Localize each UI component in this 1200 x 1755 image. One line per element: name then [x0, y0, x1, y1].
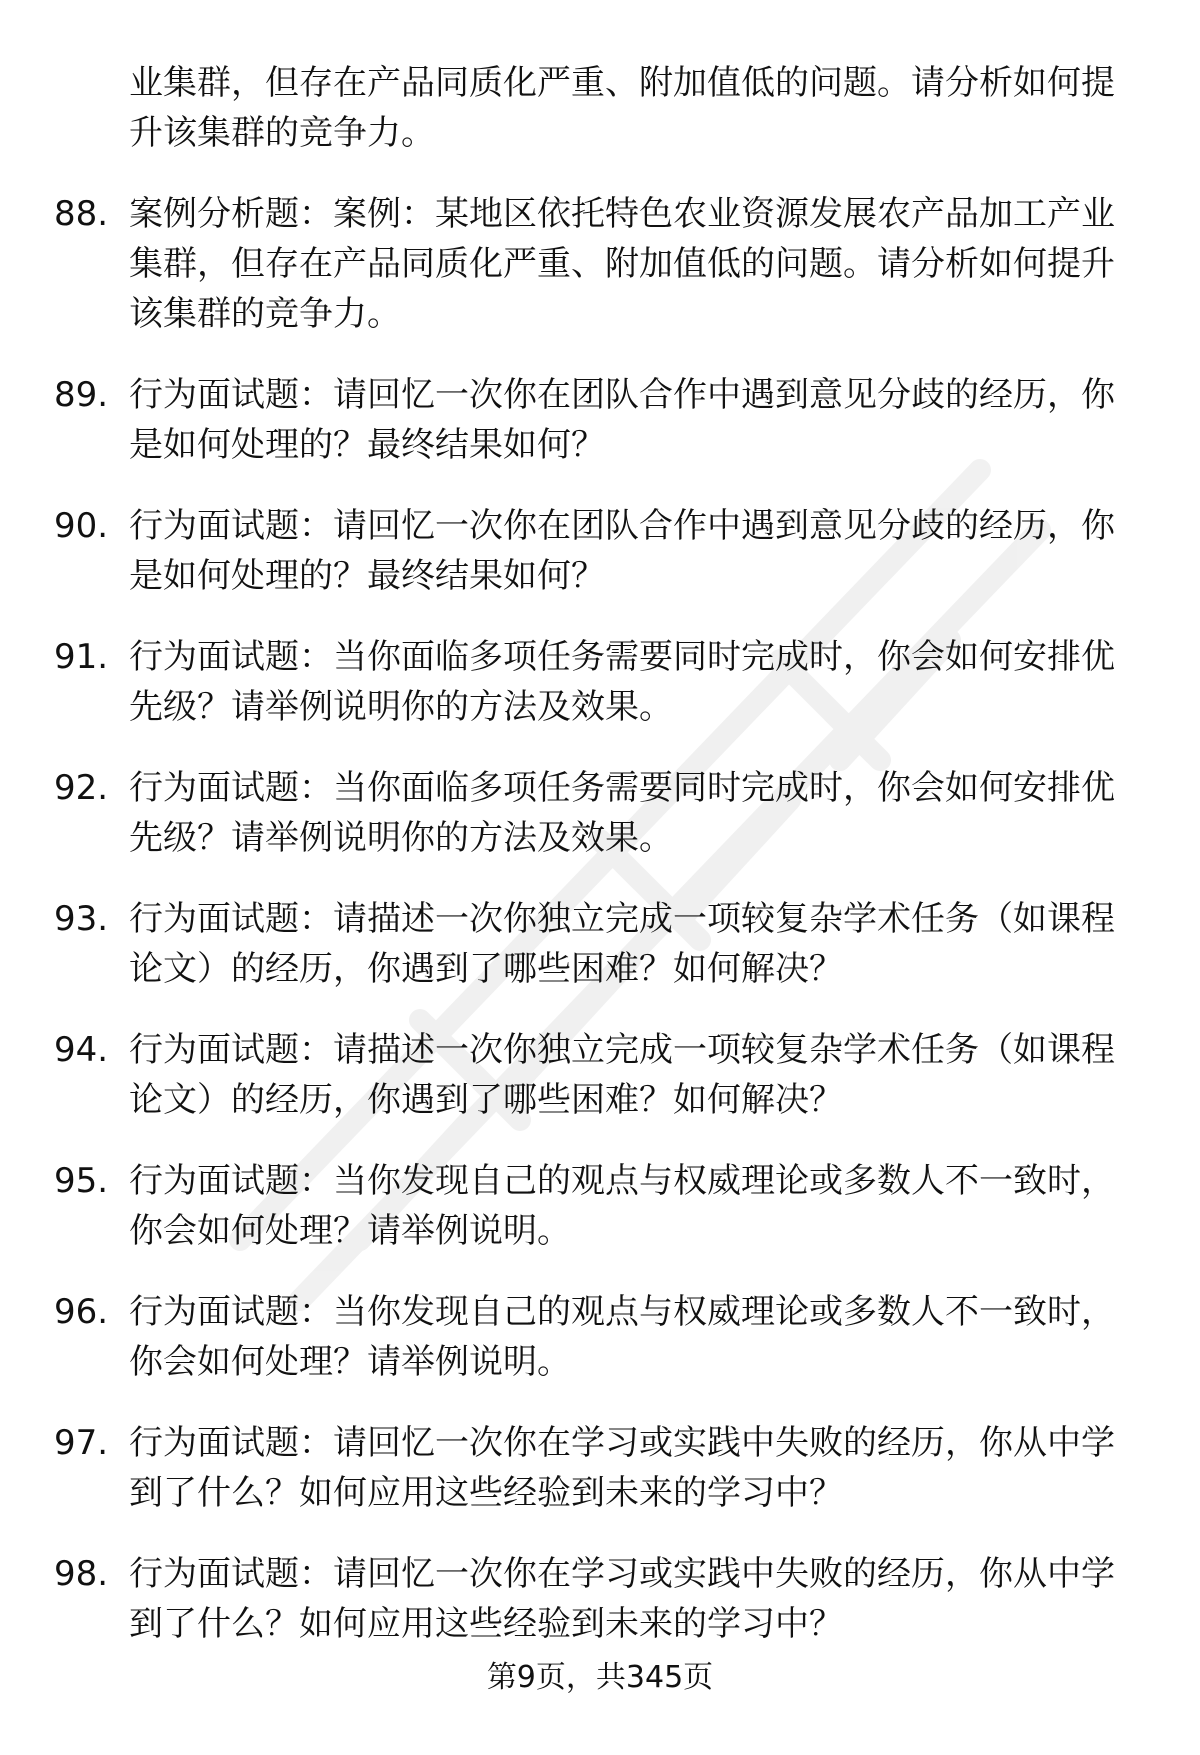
question-item [54, 1156, 1144, 1256]
question-number: 97. [54, 1423, 109, 1463]
question-list [54, 58, 1144, 1680]
question-text: 行为面试题：当你面临多项任务需要同时完成时，你会如何安排优先级？请举例说明你的方法及效果。 [129, 637, 1115, 727]
question-number: 88. [54, 194, 109, 234]
question-item [54, 1287, 1144, 1387]
question-text: 行为面试题：请回忆一次你在团队合作中遇到意见分歧的经历，你是如何处理的？最终结果如何？ [129, 375, 1115, 465]
question-number: 95. [54, 1161, 109, 1201]
question-item [54, 1025, 1144, 1125]
question-text: 行为面试题：当你面临多项任务需要同时完成时，你会如何安排优先级？请举例说明你的方法及效果。 [129, 768, 1115, 858]
question-text: 行为面试题：请回忆一次你在学习或实践中失败的经历，你从中学到了什么？如何应用这些经验到未来的学习中？ [129, 1554, 1115, 1644]
question-item [54, 501, 1144, 601]
question-text: 行为面试题：当你发现自己的观点与权威理论或多数人不一致时，你会如何处理？请举例说明。 [129, 1292, 1115, 1382]
question-item [54, 632, 1144, 732]
question-item [54, 370, 1144, 470]
question-number: 96. [54, 1292, 109, 1332]
continued-question-text: 业集群，但存在产品同质化严重、附加值低的问题。请分析如何提升该集群的竞争力。 [129, 63, 1115, 153]
page-footer: 第9页，共345页 [486, 1660, 714, 1695]
question-number: 93. [54, 899, 109, 939]
question-number: 94. [54, 1030, 109, 1070]
question-number: 89. [54, 375, 109, 415]
question-text: 行为面试题：当你发现自己的观点与权威理论或多数人不一致时，你会如何处理？请举例说明。 [129, 1161, 1115, 1251]
question-number: 92. [54, 768, 109, 808]
question-item [54, 894, 1144, 994]
question-text: 案例分析题：案例：某地区依托特色农业资源发展农产品加工产业集群，但存在产品同质化严重、附加值低的问题。请分析如何提升该集群的竞争力。 [129, 194, 1115, 334]
question-text: 行为面试题：请描述一次你独立完成一项较复杂学术任务（如课程论文）的经历，你遇到了哪些困难？如何解决？ [129, 899, 1115, 989]
question-text: 行为面试题：请描述一次你独立完成一项较复杂学术任务（如课程论文）的经历，你遇到了哪些困难？如何解决？ [129, 1030, 1115, 1120]
question-item [54, 189, 1144, 339]
question-item [54, 1549, 1144, 1649]
question-item [54, 1418, 1144, 1518]
question-number: 90. [54, 506, 109, 546]
question-text: 行为面试题：请回忆一次你在团队合作中遇到意见分歧的经历，你是如何处理的？最终结果如何？ [129, 506, 1115, 596]
question-number: 98. [54, 1554, 109, 1594]
question-item [54, 763, 1144, 863]
question-text: 行为面试题：请回忆一次你在学习或实践中失败的经历，你从中学到了什么？如何应用这些经验到未来的学习中？ [129, 1423, 1115, 1513]
question-number: 91. [54, 637, 109, 677]
